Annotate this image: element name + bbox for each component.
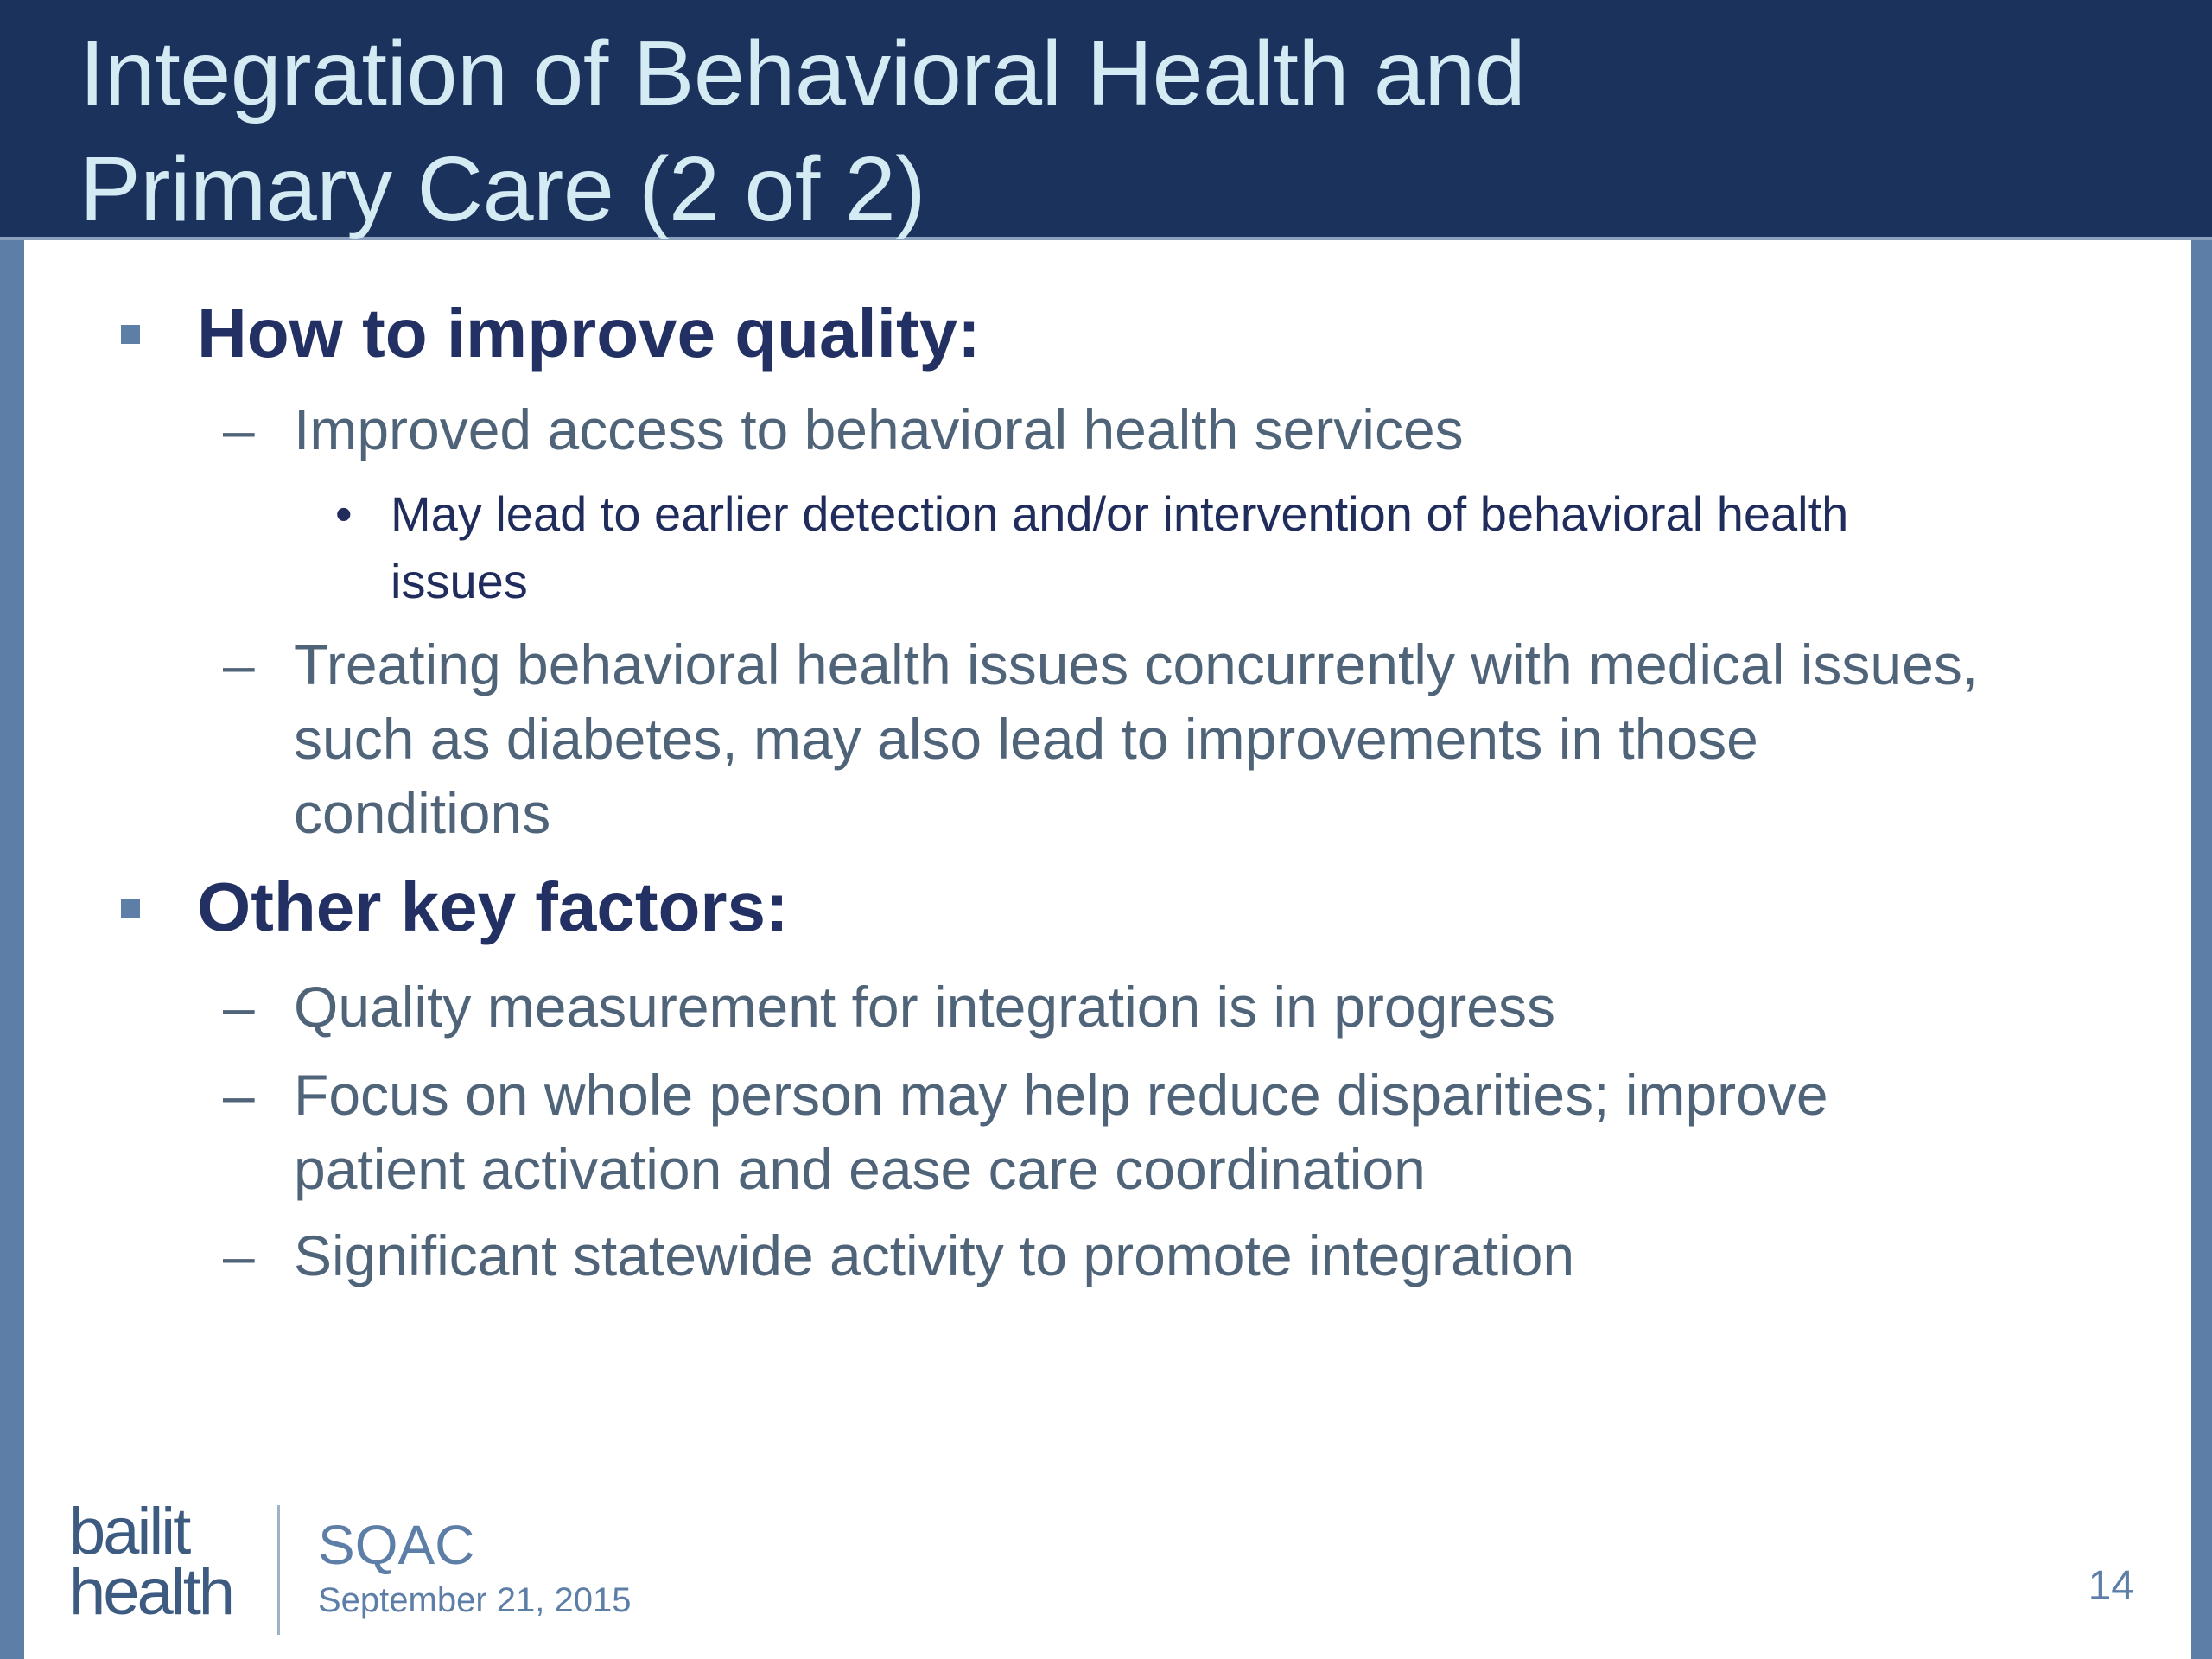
sub-bullet-access: Improved access to behavioral health services <box>294 397 1464 461</box>
bullet-heading-factors: Other key factors: <box>197 868 789 945</box>
sub-sub-bullet-detection: May lead to earlier detection and/or intervention of behavioral health issues <box>391 486 1849 608</box>
logo-line2: health <box>69 1555 233 1629</box>
sub-bullet-measurement: Quality measurement for integration is in progress <box>294 975 1555 1039</box>
dash-bullet-icon: – <box>223 632 255 696</box>
sub-bullet-statewide: Significant statewide activity to promote integration <box>294 1224 1575 1287</box>
page-number: 14 <box>2088 1563 2134 1609</box>
square-bullet-icon <box>121 899 140 918</box>
footer-org: SQAC <box>318 1514 475 1576</box>
footer-date: September 21, 2015 <box>318 1581 632 1619</box>
bullet-heading-quality: How to improve quality: <box>197 295 981 372</box>
dash-bullet-icon: – <box>223 1063 255 1127</box>
footer-divider <box>277 1505 280 1635</box>
logo-line1: bailit <box>69 1495 189 1568</box>
slide-title-line2: Primary Care (2 of 2) <box>79 138 926 240</box>
slide-title-line1: Integration of Behavioral Health and <box>79 22 1526 124</box>
dot-bullet-icon: • <box>335 486 353 541</box>
bailit-health-logo <box>69 1495 233 1629</box>
dash-bullet-icon: – <box>223 397 255 461</box>
sub-bullet-concurrent: Treating behavioral health issues concurrently with medical issues, such as diabetes, may also lead to improvements in those conditions <box>294 632 1979 845</box>
square-bullet-icon <box>121 325 140 344</box>
dash-bullet-icon: – <box>223 975 255 1039</box>
dash-bullet-icon: – <box>223 1224 255 1287</box>
sub-bullet-whole-person: Focus on whole person may help reduce disparities; improve patient activation and ease care coordination <box>294 1063 1828 1201</box>
